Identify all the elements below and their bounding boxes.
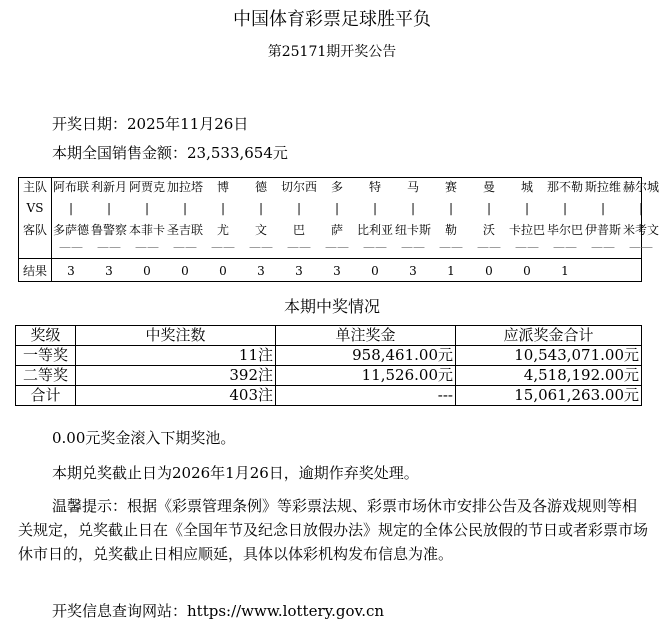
row-label-away: 客队 bbox=[22, 223, 47, 237]
vs-dash: —— bbox=[591, 240, 615, 254]
vs-dash: —— bbox=[249, 240, 273, 254]
row-label-home: 主队 bbox=[22, 180, 47, 194]
away-team: 毕尔巴 bbox=[546, 223, 583, 237]
vs-bar: | bbox=[258, 201, 264, 215]
vs-dash: —— bbox=[211, 240, 235, 254]
prize-unit: 958,461.00元 bbox=[276, 346, 456, 366]
home-team: 马 bbox=[406, 180, 419, 194]
match-column bbox=[622, 178, 660, 281]
page-subtitle: 第25171期开奖公告 bbox=[267, 44, 397, 60]
header-unit-prize: 单注奖金 bbox=[276, 326, 456, 346]
away-team: 圣吉联 bbox=[166, 223, 203, 237]
home-team: 斯拉维 bbox=[584, 180, 621, 194]
row-label-result: 结果 bbox=[22, 264, 47, 278]
match-column bbox=[394, 178, 432, 281]
match-column bbox=[52, 178, 90, 281]
home-team: 加拉塔 bbox=[166, 180, 203, 194]
away-team: 勒 bbox=[444, 223, 457, 237]
vs-bar: | bbox=[106, 201, 112, 215]
home-team: 德 bbox=[254, 180, 267, 194]
away-team: 米考文 bbox=[622, 223, 659, 237]
match-result: 0 bbox=[485, 264, 493, 278]
prize-table bbox=[15, 325, 642, 406]
home-team: 多 bbox=[330, 180, 343, 194]
match-column bbox=[546, 178, 584, 281]
vs-bar: | bbox=[486, 201, 492, 215]
home-team: 曼 bbox=[482, 180, 495, 194]
sales-amount: 本期全国销售金额：23,533,654元 bbox=[52, 144, 288, 162]
vs-dash: —— bbox=[135, 240, 159, 254]
vs-dash: —— bbox=[477, 240, 501, 254]
match-result: 3 bbox=[333, 264, 341, 278]
vs-bar: | bbox=[68, 201, 74, 215]
match-result: 0 bbox=[523, 264, 531, 278]
away-team: 多萨德 bbox=[52, 223, 89, 237]
vs-bar: | bbox=[448, 201, 454, 215]
away-team: 沃 bbox=[482, 223, 495, 237]
vs-bar: | bbox=[334, 201, 340, 215]
prize-row-first bbox=[16, 346, 642, 366]
draw-date: 开奖日期：2025年11月26日 bbox=[52, 115, 249, 133]
away-team: 伊普斯 bbox=[584, 223, 621, 237]
prize-total: 15,061,263.00元 bbox=[456, 386, 642, 406]
match-column bbox=[90, 178, 128, 281]
prize-level: 一等奖 bbox=[16, 346, 76, 366]
home-team: 城 bbox=[520, 180, 533, 194]
match-column bbox=[166, 178, 204, 281]
header-count: 中奖注数 bbox=[76, 326, 276, 346]
away-team: 萨 bbox=[330, 223, 343, 237]
vs-dash: —— bbox=[629, 240, 653, 254]
vs-bar: | bbox=[182, 201, 188, 215]
header-total-prize: 应派奖金合计 bbox=[456, 326, 642, 346]
vs-bar: | bbox=[600, 201, 606, 215]
match-column bbox=[128, 178, 166, 281]
prize-count: 403注 bbox=[76, 386, 276, 406]
row-label-column bbox=[19, 178, 52, 281]
deadline-note: 本期兑奖截止日为2026年1月26日，逾期作弃奖处理。 bbox=[52, 464, 419, 482]
row-label-vs: VS bbox=[26, 201, 44, 215]
rollover-note: 0.00元奖金滚入下期奖池。 bbox=[52, 429, 236, 447]
vs-dash: —— bbox=[553, 240, 577, 254]
vs-bar: | bbox=[562, 201, 568, 215]
tip-note: 温馨提示：根据《彩票管理条例》等彩票法规、彩票市场休市安排公告及各游戏规则等相关规定，兑奖截止日在《全国年节及纪念日放假办法》规定的全体公民放假的节日或者彩票市场休市日的，兑奖截止日相应顺延，具体以体彩机构发布信息为准。 bbox=[18, 497, 649, 563]
away-team: 比利亚 bbox=[356, 223, 393, 237]
vs-dash: —— bbox=[287, 240, 311, 254]
prize-unit: --- bbox=[276, 386, 456, 406]
website-note: 开奖信息查询网站：https://www.lottery.gov.cn bbox=[52, 602, 385, 620]
page-title: 中国体育彩票足球胜平负 bbox=[233, 9, 431, 30]
home-team: 利新月 bbox=[90, 180, 127, 194]
vs-dash: —— bbox=[325, 240, 349, 254]
vs-dash: —— bbox=[59, 240, 83, 254]
prize-unit: 11,526.00元 bbox=[276, 366, 456, 386]
prize-row-total bbox=[16, 386, 642, 406]
vs-bar: | bbox=[296, 201, 302, 215]
prize-section-title: 本期中奖情况 bbox=[283, 297, 380, 316]
match-result: 0 bbox=[181, 264, 189, 278]
home-team: 博 bbox=[216, 180, 229, 194]
prize-header-row bbox=[16, 326, 642, 346]
match-result: 3 bbox=[257, 264, 265, 278]
vs-dash: —— bbox=[515, 240, 539, 254]
vs-bar: | bbox=[638, 201, 644, 215]
home-team: 切尔西 bbox=[280, 180, 317, 194]
away-team: 鲁警察 bbox=[90, 223, 127, 237]
match-result: 3 bbox=[105, 264, 113, 278]
home-team: 特 bbox=[368, 180, 381, 194]
prize-row-second bbox=[16, 366, 642, 386]
prize-level: 合计 bbox=[16, 386, 76, 406]
away-team: 文 bbox=[254, 223, 267, 237]
home-team: 赫尔城 bbox=[622, 180, 659, 194]
vs-bar: | bbox=[144, 201, 150, 215]
match-result: 0 bbox=[219, 264, 227, 278]
away-team: 纽卡斯 bbox=[394, 223, 431, 237]
match-column bbox=[432, 178, 470, 281]
home-team: 阿贾克 bbox=[128, 180, 165, 194]
vs-bar: | bbox=[372, 201, 378, 215]
vs-dash: —— bbox=[439, 240, 463, 254]
vs-bar: | bbox=[220, 201, 226, 215]
match-table bbox=[18, 177, 659, 282]
vs-bar: | bbox=[410, 201, 416, 215]
prize-level: 二等奖 bbox=[16, 366, 76, 386]
away-team: 本菲卡 bbox=[128, 223, 165, 237]
match-column bbox=[470, 178, 508, 281]
match-column bbox=[508, 178, 546, 281]
prize-count: 392注 bbox=[76, 366, 276, 386]
vs-dash: —— bbox=[97, 240, 121, 254]
home-team: 那不勒 bbox=[546, 180, 583, 194]
match-column bbox=[584, 178, 622, 281]
match-result: 3 bbox=[67, 264, 75, 278]
vs-dash: —— bbox=[401, 240, 425, 254]
vs-dash: —— bbox=[363, 240, 387, 254]
match-result: 0 bbox=[371, 264, 379, 278]
match-result: 1 bbox=[561, 264, 569, 278]
home-team: 阿布联 bbox=[52, 180, 89, 194]
vs-dash: —— bbox=[173, 240, 197, 254]
match-result: 3 bbox=[409, 264, 417, 278]
match-result: 3 bbox=[295, 264, 303, 278]
match-column bbox=[204, 178, 242, 281]
match-result: 0 bbox=[143, 264, 151, 278]
match-column bbox=[242, 178, 280, 281]
prize-total: 10,543,071.00元 bbox=[456, 346, 642, 366]
away-team: 尤 bbox=[216, 223, 229, 237]
prize-count: 11注 bbox=[76, 346, 276, 366]
home-team: 赛 bbox=[444, 180, 457, 194]
match-column bbox=[318, 178, 356, 281]
vs-bar: | bbox=[524, 201, 530, 215]
prize-total: 4,518,192.00元 bbox=[456, 366, 642, 386]
away-team: 巴 bbox=[292, 223, 305, 237]
header-level: 奖级 bbox=[16, 326, 76, 346]
match-result: 1 bbox=[447, 264, 455, 278]
match-column bbox=[280, 178, 318, 281]
away-team: 卡拉巴 bbox=[508, 223, 545, 237]
match-column bbox=[356, 178, 394, 281]
